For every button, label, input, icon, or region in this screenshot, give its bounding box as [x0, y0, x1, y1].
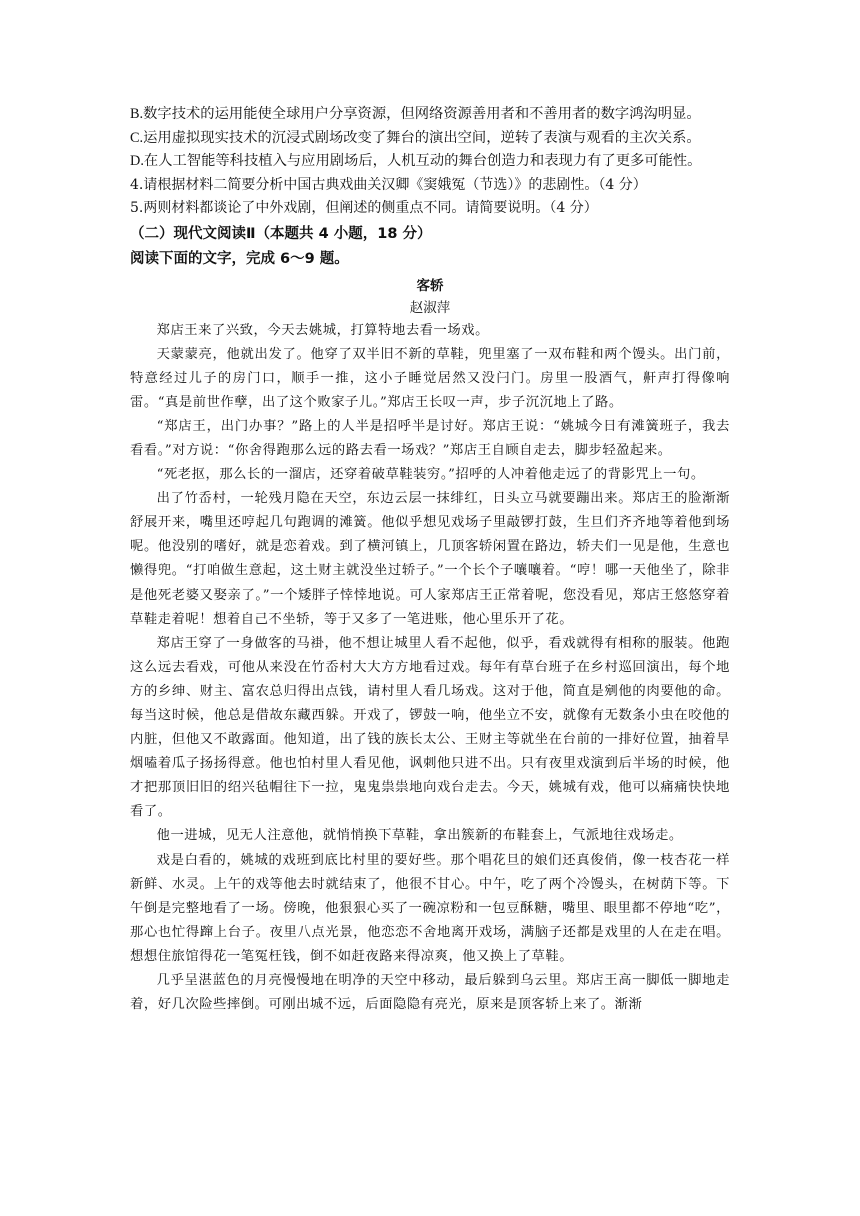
story-paragraph: 郑店王穿了一身做客的马褂，他不想让城里人看不起他，似乎，看戏就得有相称的服装。他跑这么远去看戏，可他从来没在竹岙村大大方方地看过戏。每年有草台班子在乡村巡回演出，每个地方的乡绅、财主、富农总归得出点钱，请村里人看几场戏。这对于他，简直是剜他的肉要他的命。每当这时候，他总是借故东藏西躲。开戏了，锣鼓一响，他坐立不安，就像有无数条小虫在咬他的内脏，但他又不敢露面。他知道，出了钱的族长太公、王财主等就坐在台前的一排好位置，抽着旱烟嗑着瓜子扬扬得意。他也怕村里人看见他，讽刺他只进不出。只有夜里戏演到后半场的时候，他才把那顶旧旧的绍兴毡帽往下一拉，鬼鬼祟祟地向戏台走去。今天，姚城有戏，他可以痛痛快快地看了。 [130, 635, 730, 820]
option-b: B.数字技术的运用能使全球用户分享资源，但网络资源善用者和不善用者的数字鸿沟明显。 [130, 106, 701, 122]
question-list [130, 174, 730, 221]
story-paragraph: 戏是白看的，姚城的戏班到底比村里的要好些。那个唱花旦的娘们还真俊俏，像一枝杏花一样新鲜、水灵。上午的戏等他去时就结束了，他很不甘心。中午，吃了两个冷馒头，在树荫下等。下午倒是完整地看了一场。傍晚，他狠狠心买了一碗凉粉和一包豆酥糖，嘴里、眼里都不停地“吃”，那心也忙得蹿上台子。夜里八点光景，他恋恋不舍地离开戏场，满脑子还都是戏里的人在走在唱。想想住旅馆得花一笔冤枉钱，倒不如赶夜路来得凉爽，他又换上了草鞋。 [130, 852, 730, 964]
option-d: D.在人工智能等科技植入与应用剧场后，人机互动的舞台创造力和表现力有了更多可能性。 [130, 153, 702, 169]
section-heading: （二）现代文阅读Ⅱ（本题共 4 小题，18 分） [130, 225, 432, 242]
story-body [130, 319, 730, 1018]
story-author: 赵淑萍 [409, 299, 451, 316]
story-paragraph: 出了竹岙村，一轮残月隐在天空，东边云层一抹绯红，日头立马就要蹦出来。郑店王的脸渐渐舒展开来，嘴里还哼起几句跑调的滩簧。他似乎想见戏场子里敲锣打鼓，生旦们齐齐地等着他到场呢。他没别的嗜好，就是恋着戏。到了横河镇上，几顶客轿闲置在路边，轿夫们一见是他，生意也懒得兜。“打咱做生意起，这土财主就没坐过轿子。”一个长个子嚷嚷着。“哼！哪一天他坐了，除非是他死老婆又娶亲了。”一个矮胖子悻悻地说。可人家郑店王正常着呢，您没看见，郑店王悠悠穿着草鞋走着呢！想着自己不坐轿，等于又多了一笔进账，他心里乐开了花。 [130, 491, 730, 627]
section-instruction: 阅读下面的文字，完成 6～9 题。 [130, 250, 349, 267]
option-c: C.运用虚拟现实技术的沉浸式剧场改变了舞台的演出空间，逆转了表演与观看的主次关系。 [130, 129, 701, 146]
answer-options [130, 103, 730, 174]
story-paragraph: 几乎呈湛蓝色的月亮慢慢地在明净的天空中移动，最后躲到乌云里。郑店王高一脚低一脚地走着，好几次险些摔倒。可刚出城不远，后面隐隐有亮光，原来是顶客轿上来了。渐渐 [130, 973, 730, 1013]
story-title: 客轿 [416, 277, 444, 294]
story-paragraph: 他一进城，见无人注意他，就悄悄换下草鞋，拿出簇新的布鞋套上，气派地往戏场走。 [156, 828, 683, 844]
question-4: 4.请根据材料二简要分析中国古典戏曲关汉卿《窦娥冤（节选）》的悲剧性。（4 分） [130, 176, 647, 193]
document-page [130, 103, 730, 1017]
story-paragraph: 天蒙蒙亮，他就出发了。他穿了双半旧不新的草鞋，兜里塞了一双布鞋和两个馒头。出门前，特意经过儿子的房门口，顺手一推，这小子睡觉居然又没闩门。房里一股酒气，鼾声打得像响雷。“真是前世作孽，出了这个败家子儿。”郑店王长叹一声，步子沉沉地上了路。 [130, 346, 730, 410]
story-paragraph: “死老抠，那么长的一溜店，还穿着破草鞋装穷。”招呼的人冲着他走远了的背影咒上一句。 [156, 467, 705, 483]
story-paragraph: 郑店王来了兴致，今天去姚城，打算特地去看一场戏。 [156, 322, 489, 338]
story-paragraph: “郑店王，出门办事？”路上的人半是招呼半是讨好。郑店王说：“姚城今日有滩簧班子，我去看看。”对方说：“你舍得跑那么远的路去看一场戏？”郑店王自顾自走去，脚步轻盈起来。 [130, 418, 730, 458]
question-5: 5.两则材料都谈论了中外戏剧，但阐述的侧重点不同。请简要说明。（4 分） [130, 200, 598, 216]
